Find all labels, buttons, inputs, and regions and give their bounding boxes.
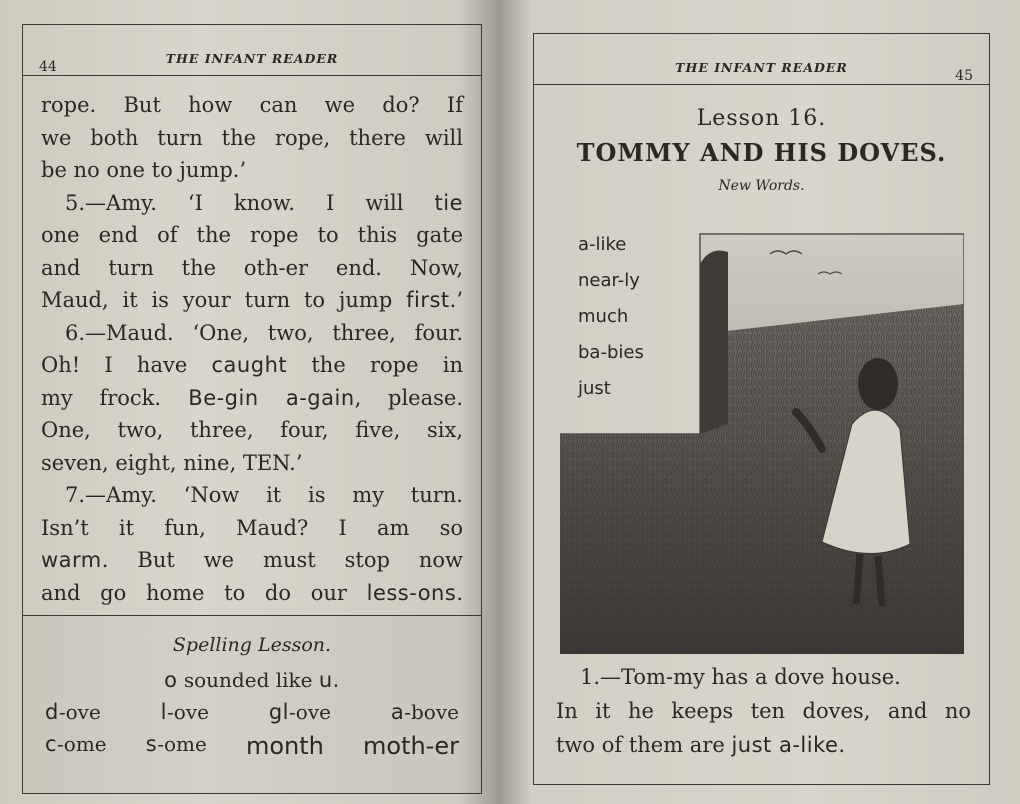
- right-page-frame: [533, 33, 990, 785]
- text-line: One, two, three, four, five, six,: [41, 418, 463, 442]
- right-running-head: [534, 34, 989, 85]
- right-page: [500, 0, 1020, 804]
- bold-word: tie: [434, 190, 463, 215]
- spelling-lesson-box: [23, 615, 481, 793]
- bold-word: Be-gin a-gain: [161, 385, 355, 410]
- new-word: near-ly: [578, 270, 640, 291]
- text-line: warm. But we must stop now: [41, 548, 463, 572]
- left-page-number: 44: [39, 59, 57, 75]
- text-line: be no one to jump.’: [41, 158, 247, 182]
- text-line: Maud, it is your turn to jump first.’: [41, 288, 463, 312]
- spelling-rule: o sounded like u.: [164, 668, 340, 692]
- spelling-heading: Spelling Lesson.: [172, 634, 332, 656]
- spelling-row-2: [23, 732, 481, 760]
- text-line: one end of the rope to this gate: [41, 223, 463, 247]
- left-page: [0, 0, 500, 804]
- text-line: and go home to do our less-ons.: [41, 580, 463, 605]
- bold-word: warm: [41, 548, 102, 572]
- left-page-frame: [22, 24, 482, 794]
- spelling-word: c-ome: [45, 732, 107, 756]
- bold-word: just a-like: [731, 733, 839, 757]
- new-word: ba-bies: [578, 342, 644, 363]
- spelling-word: a-bove: [390, 700, 459, 724]
- text-line: 1.—Tom-my has a dove house.: [580, 665, 901, 689]
- lesson-title: TOMMY AND HIS DOVES.: [576, 138, 947, 167]
- text-line: Isn’t it fun, Maud? I am so: [41, 515, 463, 540]
- text-line: we both turn the rope, there will: [41, 125, 463, 150]
- new-word: just: [578, 378, 611, 399]
- text-line: and turn the oth-er end. Now,: [41, 255, 463, 280]
- text-line: rope. But how can we do? If: [41, 93, 463, 117]
- text-line: two of them are just a-like.: [556, 733, 846, 757]
- text-line: 7.—Amy. ‘Now it is my turn.: [65, 483, 463, 507]
- right-page-number: 45: [955, 68, 973, 84]
- spelling-word: gl-ove: [268, 700, 331, 724]
- bold-word: less-ons: [366, 580, 457, 605]
- lesson-number: Lesson 16.: [696, 106, 827, 131]
- text-line: seven, eight, nine, TEN.’: [41, 450, 303, 475]
- spelling-row-1: [23, 700, 481, 724]
- spelling-word: s-ome: [145, 732, 207, 756]
- text-line: my frock. Be-gin a-gain, please.: [41, 385, 463, 410]
- spelling-word: month: [245, 732, 324, 760]
- spelling-word: l-ove: [160, 700, 209, 724]
- new-word: much: [578, 306, 629, 327]
- text-line: 6.—Maud. ‘One, two, three, four.: [65, 320, 463, 345]
- left-running-head: [23, 25, 481, 76]
- bold-word: caught: [211, 353, 288, 377]
- text-line: Oh! I have caught the rope in: [41, 353, 463, 377]
- new-word: a-like: [578, 234, 627, 255]
- left-running-title: THE INFANT READER: [165, 51, 339, 66]
- new-words-heading: New Words.: [718, 178, 805, 194]
- right-body-text: [556, 660, 971, 762]
- text-line: In it he keeps ten doves, and no: [556, 699, 971, 723]
- right-running-title: THE INFANT READER: [675, 60, 848, 75]
- spelling-word: moth-er: [363, 732, 459, 760]
- text-line: 5.—Amy. ‘I know. I will tie: [65, 190, 463, 215]
- new-words-list: [578, 227, 644, 407]
- spelling-word: d-ove: [45, 700, 101, 724]
- left-body-text: [41, 89, 463, 609]
- bold-word: first: [406, 288, 450, 312]
